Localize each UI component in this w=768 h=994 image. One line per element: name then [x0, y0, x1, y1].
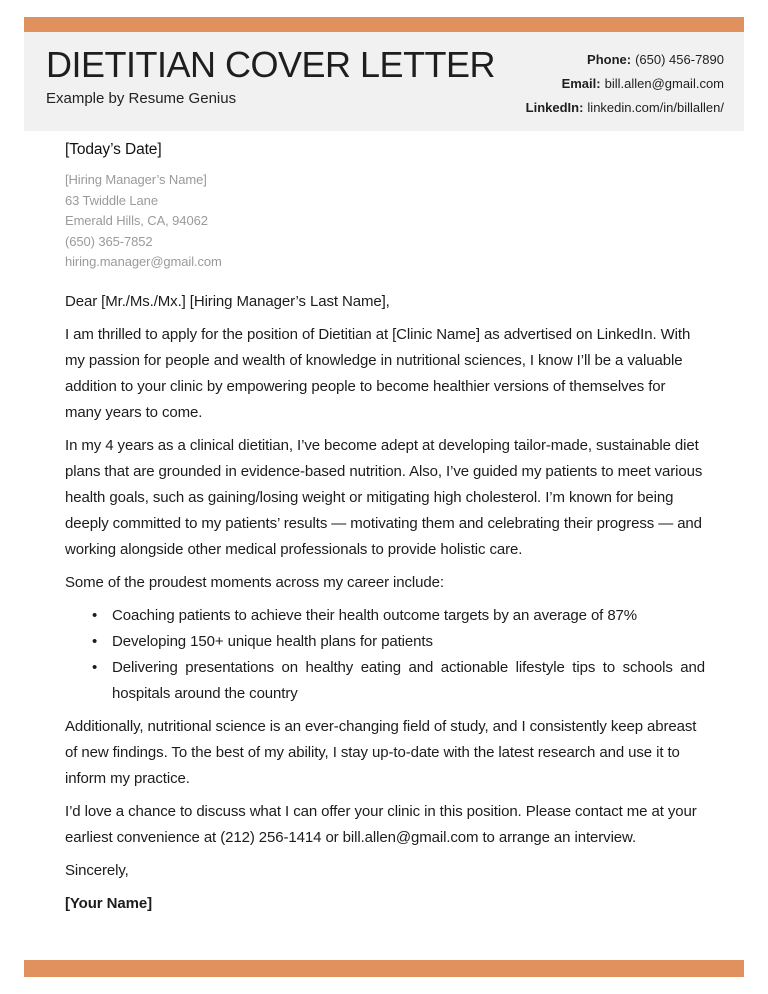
- email-label: Email:: [561, 76, 601, 91]
- date-placeholder: [Today’s Date]: [65, 141, 162, 158]
- recipient-name: [Hiring Manager’s Name]: [65, 172, 207, 187]
- recipient-street: 63 Twiddle Lane: [65, 192, 158, 208]
- paragraph-research: Additionally, nutritional science is an ever-changing field of study, and I consistently keep abreast of new findings. To the best of my ability, I stay up-to-date with the latest research and use it to inform my practice.: [65, 717, 697, 787]
- list-item: • Delivering presentations on healthy eating and actionable lifestyle tips to schools and hospitals around the country: [92, 655, 705, 707]
- contact-email: [526, 72, 724, 96]
- bottom-accent-bar: [24, 960, 744, 977]
- phone-value: (650) 456-7890: [635, 52, 724, 67]
- contact-linkedin: [526, 96, 724, 120]
- paragraph-call-to-action: I’d love a chance to discuss what I can offer your clinic in this position. Please contact me at your earliest convenience at (212) 256-1414 or bill.allen@gmail.com to arrange an interview.: [65, 802, 697, 846]
- list-item: • Coaching patients to achieve their health outcome targets by an average of 87%: [92, 603, 705, 629]
- signature-placeholder: [Your Name]: [65, 894, 152, 912]
- page-title: DIETITIAN COVER LETTER: [46, 44, 496, 85]
- letter-body: [0, 131, 768, 924]
- recipient-phone: (650) 365-7852: [65, 233, 153, 249]
- signoff: Sincerely,: [65, 861, 129, 879]
- recipient-address-block: [65, 170, 705, 273]
- salutation: Dear [Mr./Ms./Mx.] [Hiring Manager’s Last Name],: [65, 292, 390, 310]
- document-header: [24, 32, 744, 131]
- linkedin-value: linkedin.com/in/billallen/: [587, 100, 724, 115]
- contact-info-block: [526, 32, 724, 131]
- achievements-list: [65, 603, 705, 707]
- page-subtitle: Example by Resume Genius: [46, 90, 237, 107]
- recipient-email: hiring.manager@gmail.com: [65, 254, 222, 269]
- list-item: • Developing 150+ unique health plans for patients: [92, 629, 705, 655]
- header-title-block: [46, 32, 495, 131]
- email-value: bill.allen@gmail.com: [604, 76, 724, 91]
- paragraph-experience: In my 4 years as a clinical dietitian, I’ve become adept at developing tailor-made, sustainable diet plans that are grounded in evidence-based nutrition. Also, I’ve guided my patients to meet various health goals, such as gaining/losing weight or mitigating high cholesterol. I’m known for being deeply committed to my patients’ results — motivating them and celebrating their progress — and working alongside other medical professionals to provide holistic care.: [65, 436, 703, 558]
- recipient-city: Emerald Hills, CA, 94062: [65, 213, 208, 228]
- bullets-intro: Some of the proudest moments across my career include:: [65, 573, 444, 591]
- paragraph-intro: I am thrilled to apply for the position of Dietitian at [Clinic Name] as advertised on LinkedIn. With my passion for people and wealth of knowledge in nutritional sciences, I know I’ll be a valuable addition to your clinic by empowering people to become healthier versions of themselves for many years to come.: [65, 325, 691, 421]
- contact-phone: [526, 48, 724, 72]
- top-accent-bar: [24, 17, 744, 32]
- linkedin-label: LinkedIn:: [525, 100, 584, 115]
- phone-label: Phone:: [587, 52, 632, 67]
